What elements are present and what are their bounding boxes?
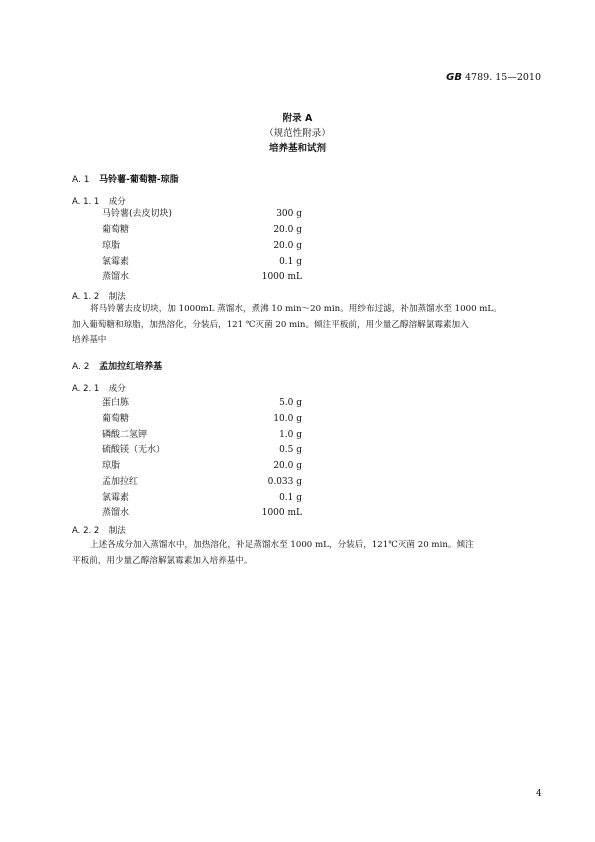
ingredient-row [102, 412, 302, 426]
subsection-heading [72, 195, 126, 207]
ingredient-name: 葡萄糖 [102, 225, 130, 235]
ingredient-row [102, 270, 302, 284]
subsection-label: 制法 [108, 292, 126, 302]
subsection-number: A. 2. 2 [72, 526, 100, 536]
ingredient-name: 磷酸二氢钾 [102, 430, 148, 440]
ingredient-name: 马铃薯(去皮切块) [102, 209, 173, 219]
ingredient-quantity: 1000 mL [261, 508, 302, 518]
section-title: 马铃薯-葡萄糖-琼脂 [99, 175, 179, 185]
ingredient-name: 氯霉素 [102, 257, 130, 267]
ingredient-quantity: 20.0 g [273, 241, 302, 251]
ingredient-name: 蛋白胨 [102, 398, 130, 408]
paragraph-line: 培养基中 [72, 335, 107, 345]
appendix-type: （规范性附录） [264, 128, 331, 139]
paragraph-line: 平板前，用少量乙醇溶解氯霉素加入培养基中。 [72, 555, 253, 566]
subsection-label: 制法 [108, 526, 126, 536]
ingredient-name: 蒸馏水 [102, 272, 130, 282]
ingredient-quantity: 5.0 g [279, 398, 302, 408]
gb-mark: GB [446, 72, 462, 83]
subsection-number: A. 1. 1 [72, 197, 100, 207]
standard-code: 4789. 15—2010 [465, 72, 541, 83]
ingredient-row [102, 459, 302, 473]
subsection-label: 成分 [108, 197, 126, 207]
ingredient-row [102, 475, 302, 489]
ingredient-row [102, 239, 302, 253]
section-number: A. 2 [72, 362, 90, 372]
paragraph-line: 加入葡萄糖和琼脂，加热溶化，分装后，121 ℃灭菌 20 min。倾注平板前，用少量乙醇溶解氯霉素加入 [72, 319, 469, 330]
ingredient-quantity: 1.0 g [279, 430, 302, 440]
ingredient-quantity: 1000 mL [261, 272, 302, 282]
ingredient-row [102, 428, 302, 442]
ingredient-row [102, 255, 302, 269]
ingredient-row [102, 491, 302, 505]
ingredient-name: 琼脂 [102, 241, 121, 251]
ingredient-quantity: 20.0 g [273, 225, 302, 235]
ingredient-quantity: 20.0 g [273, 461, 302, 471]
ingredient-name: 硫酸镁（无水） [102, 445, 166, 455]
method-paragraph [72, 538, 542, 569]
section-title: 孟加拉红培养基 [99, 362, 163, 372]
paragraph-line: 上述各成分加入蒸馏水中，加热溶化，补足蒸馏水至 1000 mL，分装后，121℃灭菌 20 min。倾注 [90, 540, 474, 550]
ingredient-name: 孟加拉红 [102, 477, 139, 487]
appendix-label: 附录 A [282, 113, 313, 124]
section-heading [72, 172, 179, 185]
ingredient-quantity: 0.1 g [279, 493, 302, 503]
page-number: 4 [536, 789, 542, 799]
ingredient-row [102, 223, 302, 237]
section-number: A. 1 [72, 175, 90, 185]
ingredient-quantity: 0.033 g [267, 477, 302, 487]
ingredient-row [102, 506, 302, 520]
subsection-number: A. 1. 2 [72, 292, 100, 302]
subsection-heading [72, 524, 126, 536]
subsection-heading [72, 382, 126, 394]
appendix-title: 培养基和试剂 [268, 143, 326, 154]
ingredient-quantity: 10.0 g [273, 414, 302, 424]
ingredient-row [102, 207, 302, 221]
ingredient-row [102, 443, 302, 457]
method-paragraph [72, 302, 542, 349]
ingredient-quantity: 300 g [276, 209, 302, 219]
paragraph-line: 将马铃薯去皮切块，加 1000mL 蒸馏水，煮沸 10 min～20 min。用纱布过滤，补加蒸馏水至 1000 mL。 [90, 304, 502, 314]
subsection-label: 成分 [108, 384, 126, 394]
standard-number [446, 72, 541, 83]
ingredient-name: 琼脂 [102, 461, 121, 471]
subsection-heading [72, 290, 126, 302]
ingredient-quantity: 0.5 g [279, 445, 302, 455]
subsection-number: A. 2. 1 [72, 384, 100, 394]
ingredient-row [102, 396, 302, 410]
ingredient-name: 蒸馏水 [102, 508, 130, 518]
section-heading [72, 359, 162, 372]
ingredient-name: 葡萄糖 [102, 414, 130, 424]
ingredient-quantity: 0.1 g [279, 257, 302, 267]
ingredient-name: 氯霉素 [102, 493, 130, 503]
